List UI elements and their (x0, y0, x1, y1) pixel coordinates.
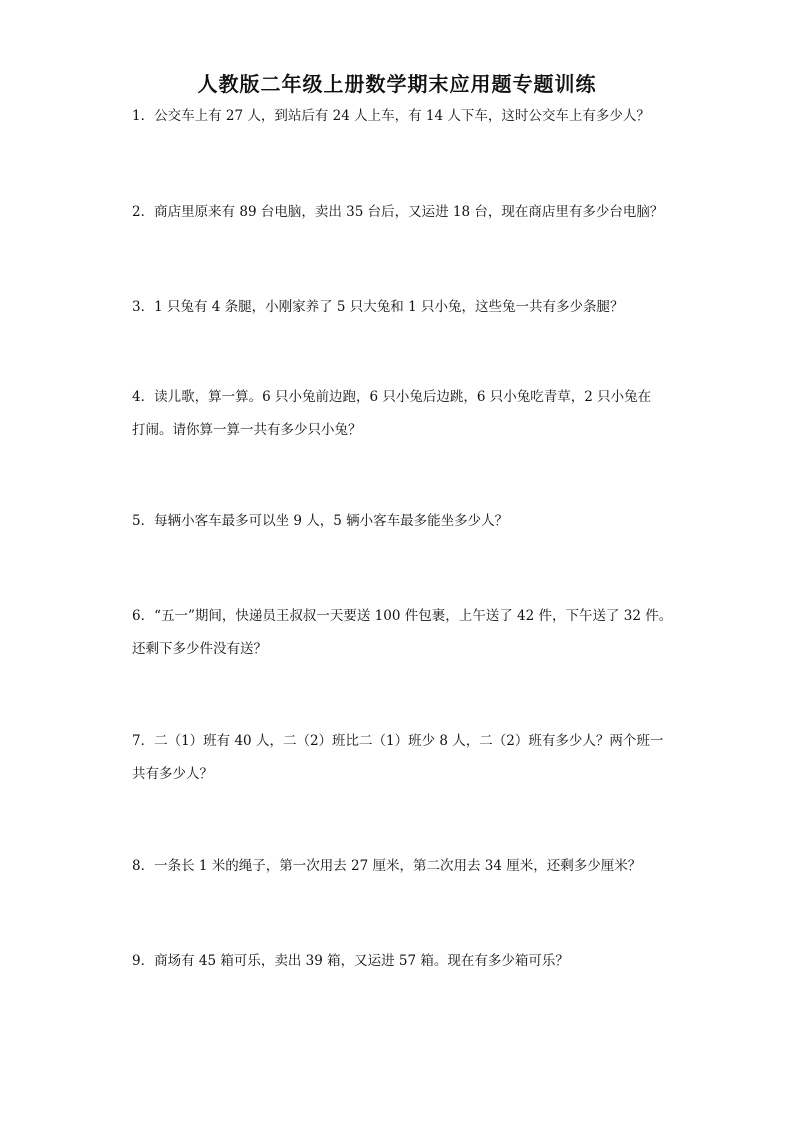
question-4 (132, 381, 677, 447)
question-line: 4．读儿歌，算一算。6 只小兔前边跑，6 只小兔后边跳，6 只小兔吃青草，2 只小兔在 (132, 389, 652, 405)
question-line: 7．二（1）班有 40 人，二（2）班比二（1）班少 8 人，二（2）班有多少人？两个班一 (132, 733, 664, 749)
question-line: 5．每辆小客车最多可以坐 9 人，5 辆小客车最多能坐多少人？ (132, 513, 509, 529)
question-line: 6．“五一”期间，快递员王叔叔一天要送 100 件包裹，上午送了 42 件，下午送了 32 件。 (132, 608, 673, 624)
question-9 (132, 945, 677, 978)
question-line: 8．一条长 1 米的绳子，第一次用去 27 厘米，第二次用去 34 厘米，还剩多少厘米？ (132, 858, 642, 874)
question-line: 共有多少人？ (132, 766, 213, 782)
question-5 (132, 505, 677, 538)
question-line: 2．商店里原来有 89 台电脑，卖出 35 台后，又运进 18 台，现在商店里有多少台电脑？ (132, 204, 664, 220)
question-line: 还剩下多少件没有送？ (132, 641, 267, 657)
question-2 (132, 196, 677, 229)
question-line: 9．商场有 45 箱可乐，卖出 39 箱，又运进 57 箱。现在有多少箱可乐？ (132, 953, 569, 969)
question-7 (132, 725, 677, 791)
question-8 (132, 850, 677, 883)
question-line: 3．1 只兔有 4 条腿，小刚家养了 5 只大兔和 1 只小兔，这些兔一共有多少条腿？ (132, 299, 624, 315)
question-3 (132, 291, 677, 324)
question-line: 打闹。请你算一算一共有多少只小兔？ (132, 422, 362, 438)
page-title: 人教版二年级上册数学期末应用题专题训练 (197, 72, 597, 96)
question-1 (132, 100, 677, 133)
question-6 (132, 600, 677, 666)
question-line: 1．公交车上有 27 人，到站后有 24 人上车，有 14 人下车，这时公交车上有多少人？ (132, 108, 650, 124)
